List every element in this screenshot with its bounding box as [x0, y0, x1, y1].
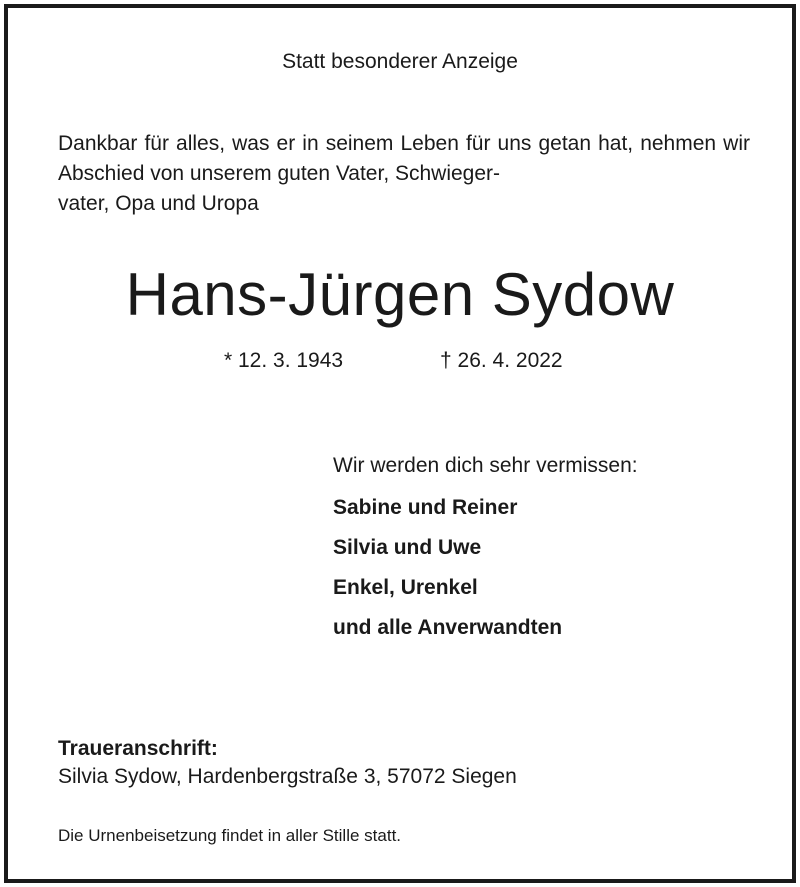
mourner-name: Silvia und Uwe	[333, 536, 482, 559]
address-line: Silvia Sydow, Hardenbergstraße 3, 57072 Siegen	[58, 765, 517, 788]
mourners-lead: Wir werden dich sehr vermissen:	[333, 454, 638, 477]
mourner-name: Enkel, Urenkel	[333, 576, 478, 599]
obituary-notice	[4, 4, 796, 883]
mourner-name: Sabine und Reiner	[333, 496, 518, 519]
birth-date: * 12. 3. 1943	[224, 349, 344, 372]
mourner-name: und alle Anverwandten	[333, 616, 563, 639]
death-date: † 26. 4. 2022	[440, 349, 563, 372]
mourners-block	[333, 454, 638, 648]
deceased-name: Hans-Jürgen Sydow	[125, 261, 675, 328]
footer-note: Die Urnenbeisetzung findet in aller Stille statt.	[58, 826, 402, 845]
address-label: Traueranschrift:	[58, 737, 218, 760]
notice-header: Statt besonderer Anzeige	[282, 50, 518, 73]
intro-text: Dankbar für alles, was er in seinem Leben für uns getan hat, nehmen wir Abschied von unserem guten Vater, Schwieger- vater, Opa und Uropa	[58, 132, 750, 215]
